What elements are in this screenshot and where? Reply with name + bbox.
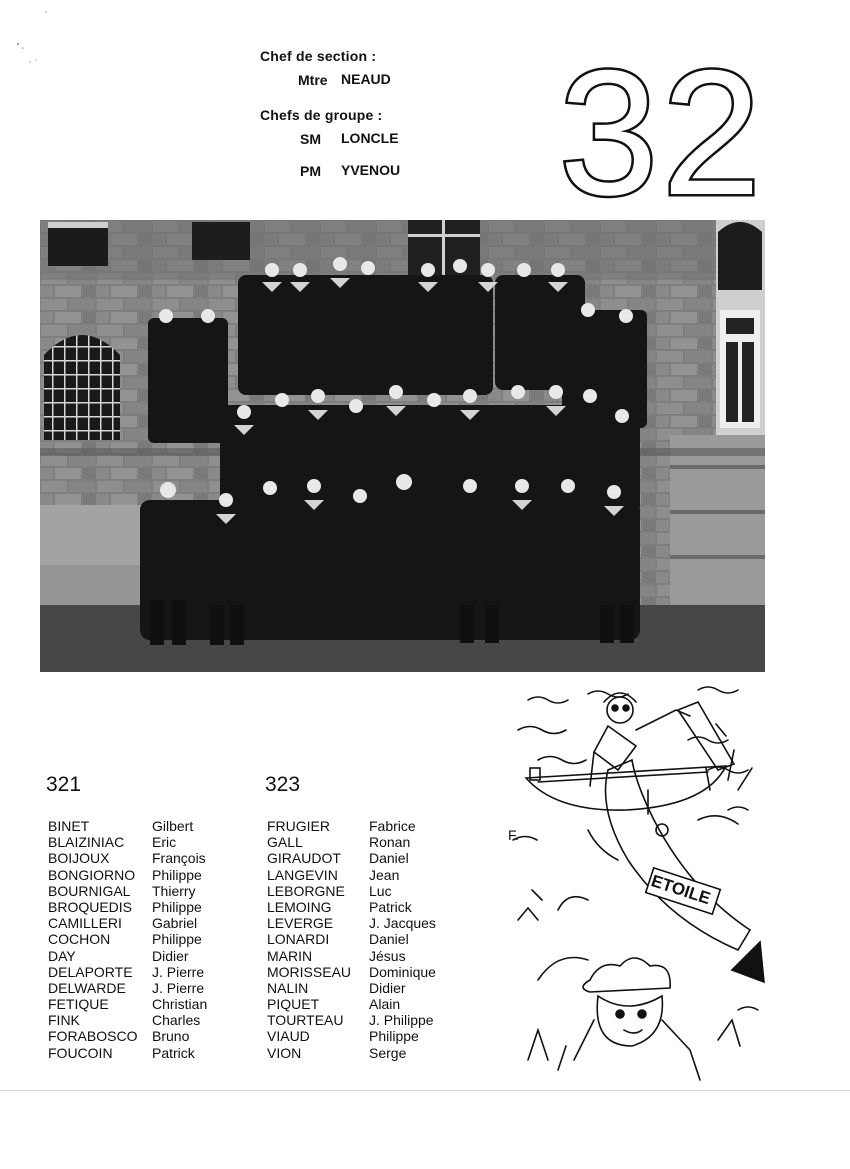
member-first-name: Philippe xyxy=(152,866,202,883)
member-first-name: J. Pierre xyxy=(152,963,205,980)
page-bottom-rule xyxy=(0,1090,850,1091)
member-first-name: Thierry xyxy=(152,882,196,899)
roster-row xyxy=(48,1028,248,1044)
roster-row xyxy=(48,867,248,883)
member-last-name: LANGEVIN xyxy=(267,866,338,883)
roster-row xyxy=(48,948,248,964)
member-last-name: FRUGIER xyxy=(267,818,330,834)
roster-row xyxy=(267,948,477,964)
roster-row xyxy=(267,883,477,899)
member-first-name: Christian xyxy=(152,996,208,1013)
member-first-name: Gabriel xyxy=(152,915,198,932)
member-last-name: GIRAUDOT xyxy=(267,850,341,867)
member-last-name: FETIQUE xyxy=(48,996,109,1013)
member-last-name: VION xyxy=(267,1044,302,1061)
roster-row xyxy=(267,818,477,834)
member-first-name: Ronan xyxy=(369,834,411,851)
roster-row xyxy=(267,1028,477,1044)
member-last-name: FOUCOIN xyxy=(48,1044,113,1061)
member-first-name: Eric xyxy=(152,834,177,851)
roster-row xyxy=(48,964,248,980)
roster-row xyxy=(267,996,477,1012)
roster-row xyxy=(48,1012,248,1028)
member-first-name: Philippe xyxy=(369,1028,419,1045)
member-last-name: BOURNIGAL xyxy=(48,882,131,899)
member-first-name: Bruno xyxy=(152,1028,190,1045)
member-first-name: J. Philippe xyxy=(369,1012,434,1029)
member-last-name: FINK xyxy=(48,1012,80,1029)
group-323-roster xyxy=(267,818,477,1061)
chef-groupe-2-name: YVENOU xyxy=(341,162,401,178)
member-first-name: Daniel xyxy=(369,850,409,867)
roster-row xyxy=(48,915,248,931)
roster-row xyxy=(48,818,248,834)
member-first-name: Philippe xyxy=(152,898,202,915)
member-first-name: Serge xyxy=(369,1044,407,1061)
roster-row xyxy=(48,996,248,1012)
roster-row xyxy=(48,883,248,899)
scan-specks xyxy=(0,0,60,80)
roster-row xyxy=(48,834,248,850)
member-first-name: Jésus xyxy=(369,947,406,964)
member-last-name: LEMOING xyxy=(267,898,332,915)
member-first-name: Dominique xyxy=(369,963,436,980)
member-last-name: COCHON xyxy=(48,931,111,948)
member-first-name: Charles xyxy=(152,1012,201,1029)
roster-row xyxy=(267,834,477,850)
cartoon-signature: F. xyxy=(508,827,519,843)
member-first-name: Jean xyxy=(369,866,400,883)
member-last-name: LEBORGNE xyxy=(267,882,345,899)
roster-row xyxy=(48,1045,248,1061)
member-last-name: FORABOSCO xyxy=(48,1028,138,1045)
member-first-name: Didier xyxy=(152,947,189,964)
member-last-name: PIQUET xyxy=(267,996,320,1013)
member-first-name: Didier xyxy=(369,979,406,996)
member-last-name: VIAUD xyxy=(267,1028,310,1045)
member-first-name: Fabrice xyxy=(369,818,416,834)
member-first-name: Patrick xyxy=(369,898,412,915)
member-last-name: DAY xyxy=(48,947,76,964)
section-number-text: 32 xyxy=(559,58,765,208)
group-323-number: 323 xyxy=(265,773,301,796)
chef-section-rank: Mtre xyxy=(298,72,328,88)
roster-row xyxy=(48,980,248,996)
member-last-name: LONARDI xyxy=(267,931,330,948)
member-last-name: BINET xyxy=(48,818,90,834)
member-last-name: MARIN xyxy=(267,947,313,964)
member-last-name: BONGIORNO xyxy=(48,866,136,883)
member-first-name: J. Jacques xyxy=(369,915,436,932)
member-last-name: DELWARDE xyxy=(48,979,126,996)
roster-row xyxy=(267,980,477,996)
chef-section-label: Chef de section : xyxy=(260,48,377,64)
group-321-number: 321 xyxy=(46,773,82,796)
roster-row xyxy=(267,915,477,931)
member-first-name: Daniel xyxy=(369,931,409,948)
member-first-name: Philippe xyxy=(152,931,202,948)
roster-row xyxy=(267,1045,477,1061)
cartoon-illustration xyxy=(498,680,773,1090)
group-photo xyxy=(40,220,765,672)
member-last-name: LEVERGE xyxy=(267,915,334,932)
chef-groupe-1-rank: SM xyxy=(300,131,321,147)
cartoon-boat-label: ETOILE xyxy=(648,871,713,909)
member-last-name: TOURTEAU xyxy=(267,1012,344,1029)
chefs-groupe-label: Chefs de groupe : xyxy=(260,107,383,123)
section-number xyxy=(555,58,770,208)
member-last-name: BLAIZINIAC xyxy=(48,834,125,851)
member-last-name: MORISSEAU xyxy=(267,963,352,980)
chef-groupe-1-name: LONCLE xyxy=(341,130,399,146)
roster-row xyxy=(48,850,248,866)
chef-groupe-2-rank: PM xyxy=(300,163,321,179)
member-last-name: NALIN xyxy=(267,979,309,996)
roster-row xyxy=(267,899,477,915)
roster-row xyxy=(267,964,477,980)
member-last-name: BOIJOUX xyxy=(48,850,110,867)
member-last-name: CAMILLERI xyxy=(48,915,122,932)
member-first-name: J. Pierre xyxy=(152,979,205,996)
member-last-name: GALL xyxy=(267,834,303,851)
group-321-roster xyxy=(48,818,248,1061)
member-first-name: Luc xyxy=(369,882,392,899)
chef-section-name: NEAUD xyxy=(341,71,391,87)
member-first-name: Gilbert xyxy=(152,818,194,834)
member-first-name: François xyxy=(152,850,206,867)
roster-row xyxy=(267,867,477,883)
member-first-name: Alain xyxy=(369,996,401,1013)
member-last-name: BROQUEDIS xyxy=(48,898,133,915)
roster-row xyxy=(48,899,248,915)
roster-row xyxy=(267,1012,477,1028)
member-first-name: Patrick xyxy=(152,1044,195,1061)
roster-row xyxy=(267,850,477,866)
member-last-name: DELAPORTE xyxy=(48,963,133,980)
roster-row xyxy=(48,931,248,947)
roster-row xyxy=(267,931,477,947)
